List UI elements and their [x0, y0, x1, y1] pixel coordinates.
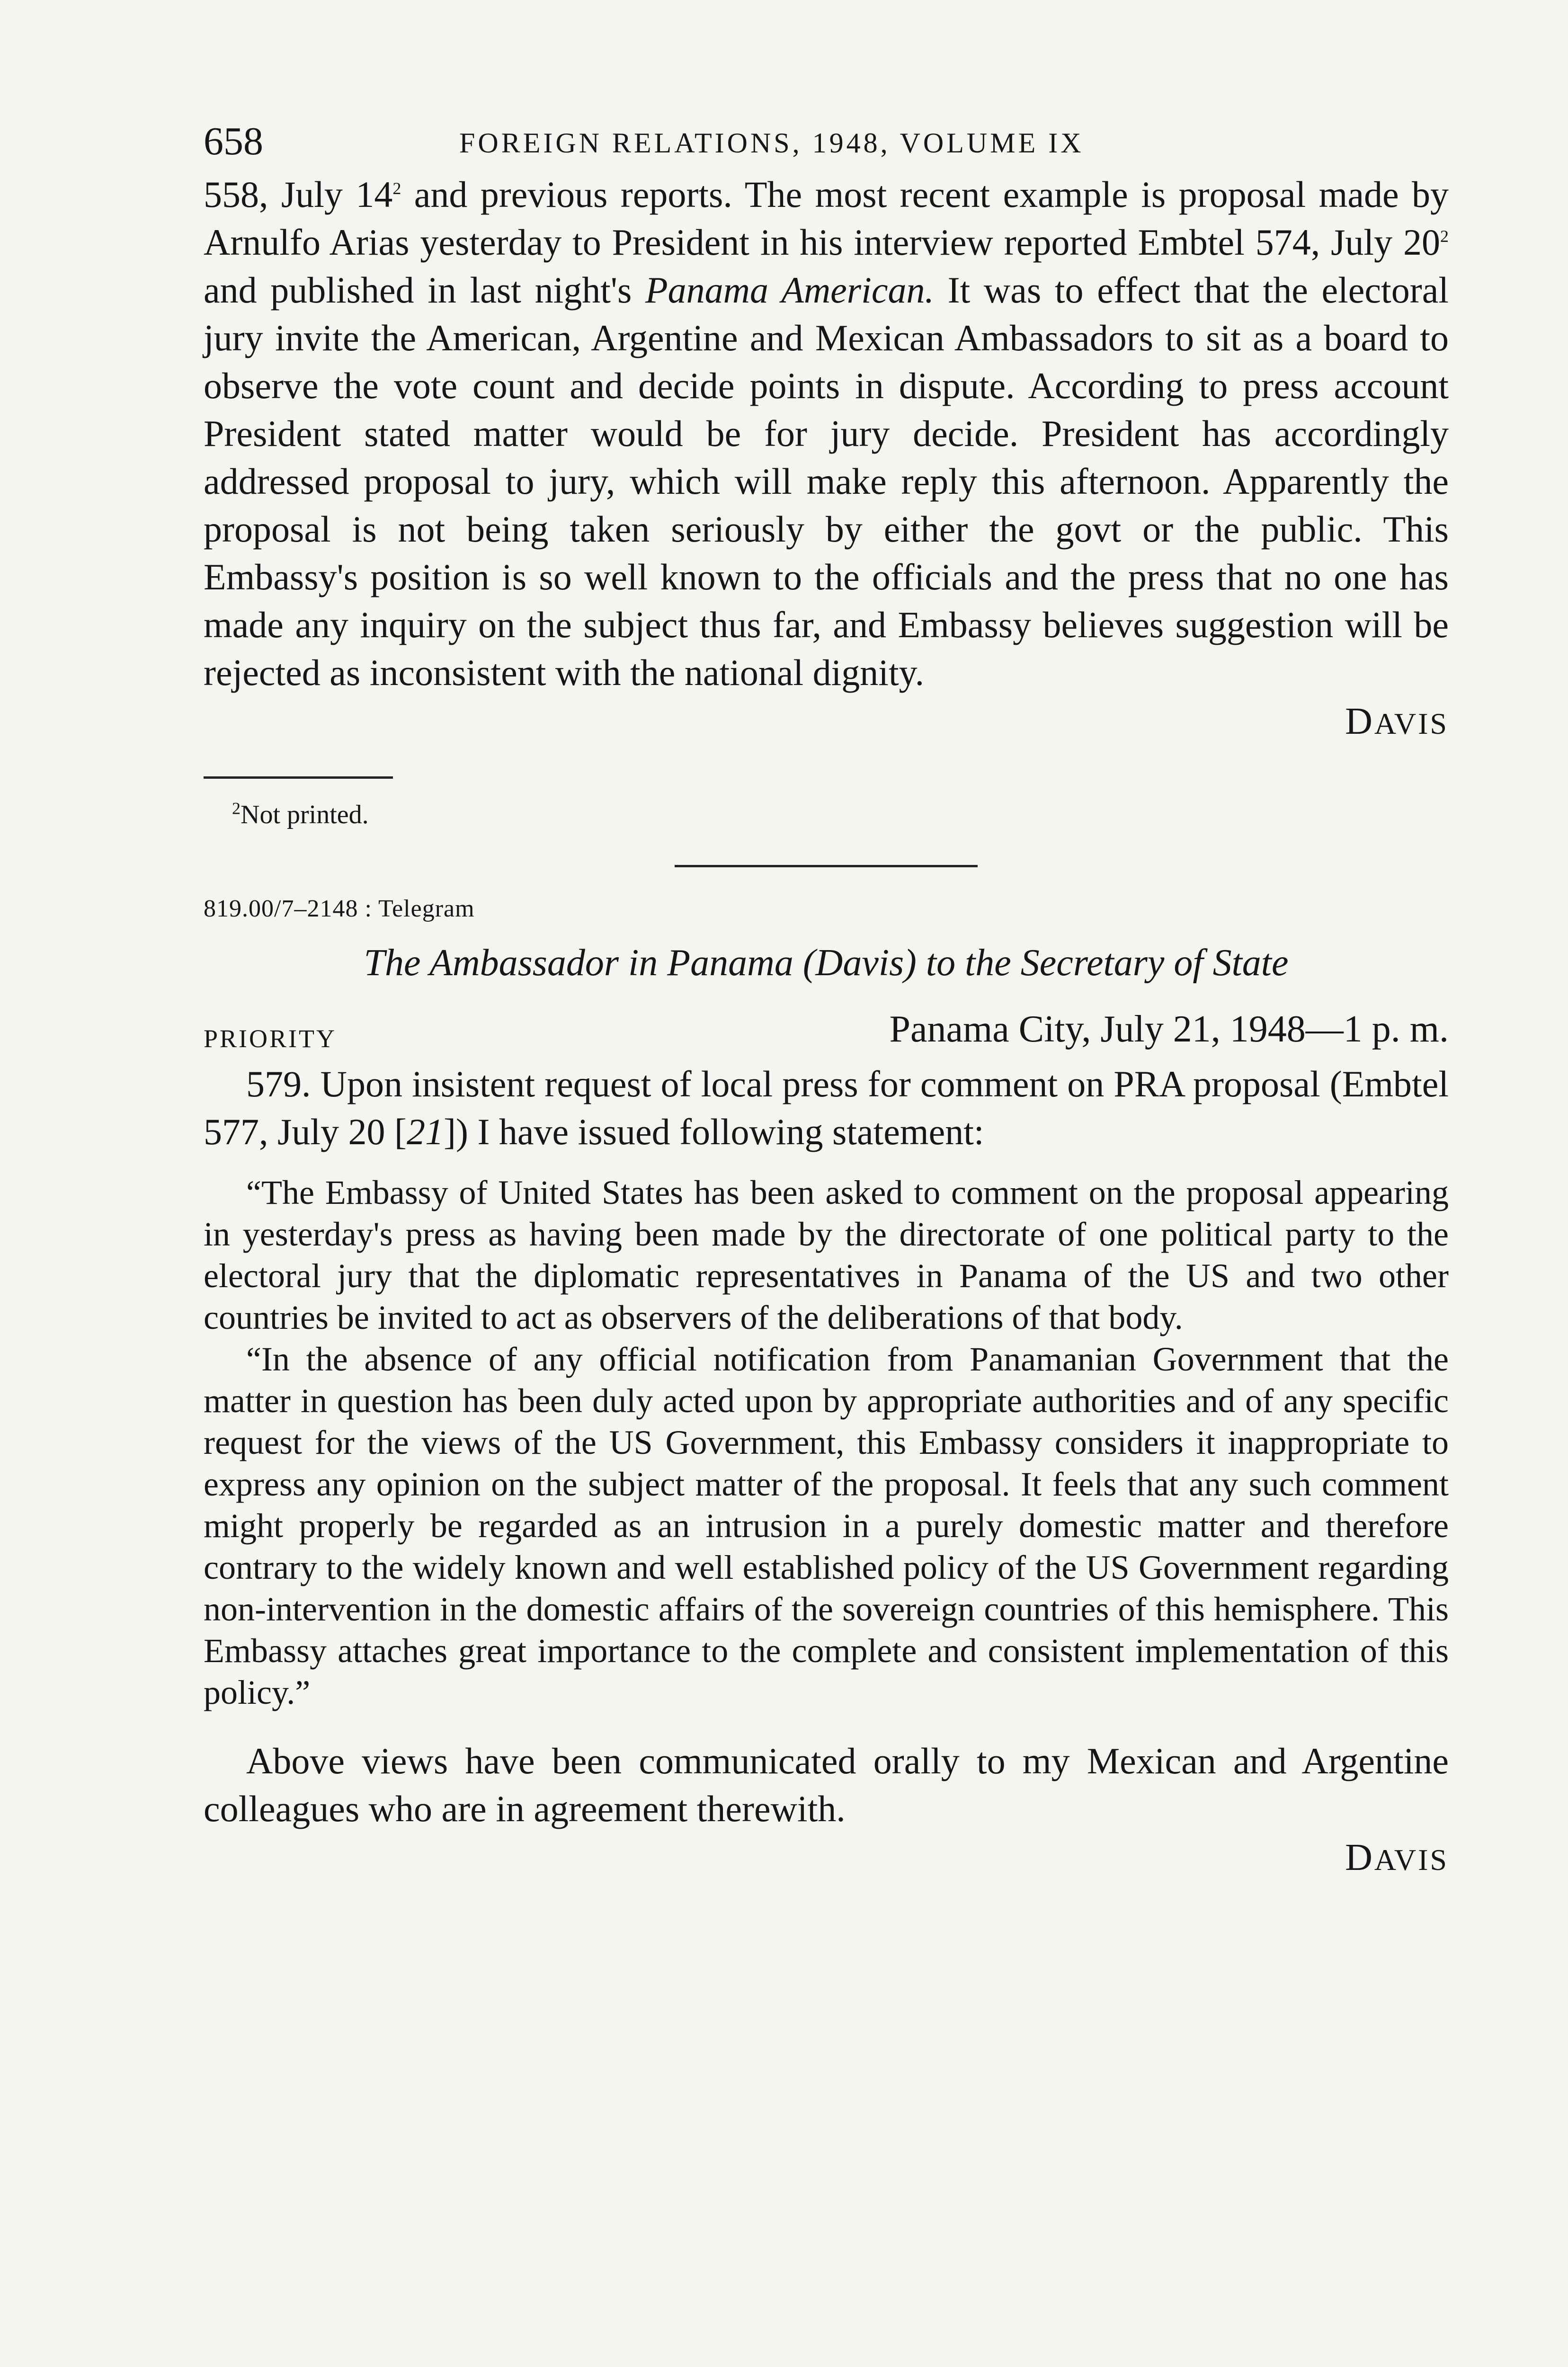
footnote [232, 798, 1449, 832]
paragraph-text: and published in last night's [204, 269, 645, 311]
dateline [204, 1008, 1449, 1060]
footnote-mark: 2 [232, 799, 241, 818]
paragraph-text: 558, July 14 [204, 174, 393, 215]
running-header [204, 114, 1449, 170]
closing-paragraph: Above views have been communicated orally to my Mexican and Argentine colleagues who are in agreement therewith. [204, 1740, 1449, 1829]
telegram-paragraph [204, 1060, 1449, 1156]
footnote-marker: 2 [392, 179, 401, 198]
document-page [204, 114, 1449, 1879]
footnote-text: Not printed. [241, 800, 369, 829]
continued-paragraph [204, 170, 1449, 696]
document-title: The Ambassador in Panama (Davis) to the Secretary of State [364, 942, 1289, 984]
place-date: Panama City, July 21, 1948—1 p. m. [889, 1008, 1449, 1050]
publication-name: Panama American. [645, 269, 934, 311]
signature-initial: D [1345, 1837, 1374, 1878]
paragraph-text: It was to effect that the electoral jury invite the American, Argentine and Mexican Ambassadors to sit as a board to observe the vote count and decide points in dispute. According to press account President stated matter would be for jury decide. President has accordingly addressed proposal to jury, which will make reply this afternoon. Apparently the proposal is not being taken seriously by either the govt or the public. This Embassy's position is so well known to the officials and the press that no one has made any inquiry on the subject thus far, and Embassy believes suggestion will be rejected as inconsistent with the national dignity. [204, 269, 1449, 693]
signature-rest: AVIS [1374, 707, 1449, 740]
signature-davis-2 [204, 1836, 1449, 1879]
paragraph-text: and previous reports. The most recent example is proposal made by Arnulfo Arias yesterday to President in his interview reported Embtel 574, July 20 [204, 174, 1449, 263]
quote-paragraph-2: “In the absence of any official notification from Panamanian Government that the matter in question has been duly acted upon by appropriate authorities and of any specific request for the views of the US Government, this Embassy considers it inappropriate to express any opinion on the subject matter of the proposal. It feels that any such comment might properly be regarded as an intrusion in a purely domestic matter and therefore contrary to the widely known and well established policy of the US Government regarding non-intervention in the domestic affairs of the sovereign countries of this hemisphere. This Embassy attaches great importance to the complete and consistent implementation of this policy.” [204, 1340, 1449, 1711]
file-reference: 819.00/7–2148 : Telegram [204, 895, 475, 922]
signature-davis-1 [204, 700, 1449, 743]
page-number: 658 [204, 119, 263, 163]
footnote-marker: 2 [1440, 227, 1449, 246]
signature-rest: AVIS [1374, 1843, 1449, 1877]
priority-label: PRIORITY [204, 1024, 337, 1053]
footnote-divider [204, 776, 393, 779]
quote-paragraph-1: “The Embassy of United States has been asked to comment on the proposal appearing in yesterday's press as having been made by the directorate of one political party to the electoral jury that the diplomatic representatives in Panama of the US and two other countries be invited to act as observers of the deliberations of that body. [204, 1174, 1449, 1336]
paragraph-text: ]) I have issued following statement: [444, 1111, 984, 1152]
document-separator [675, 865, 978, 867]
signature-initial: D [1345, 701, 1374, 742]
running-title: FOREIGN RELATIONS, 1948, VOLUME IX [459, 127, 1084, 159]
italic-correction: 21 [407, 1111, 444, 1152]
paragraph-text: 579. Upon insistent request of local press for comment on PRA proposal (Embtel 577, July 20 [ [204, 1063, 1449, 1152]
